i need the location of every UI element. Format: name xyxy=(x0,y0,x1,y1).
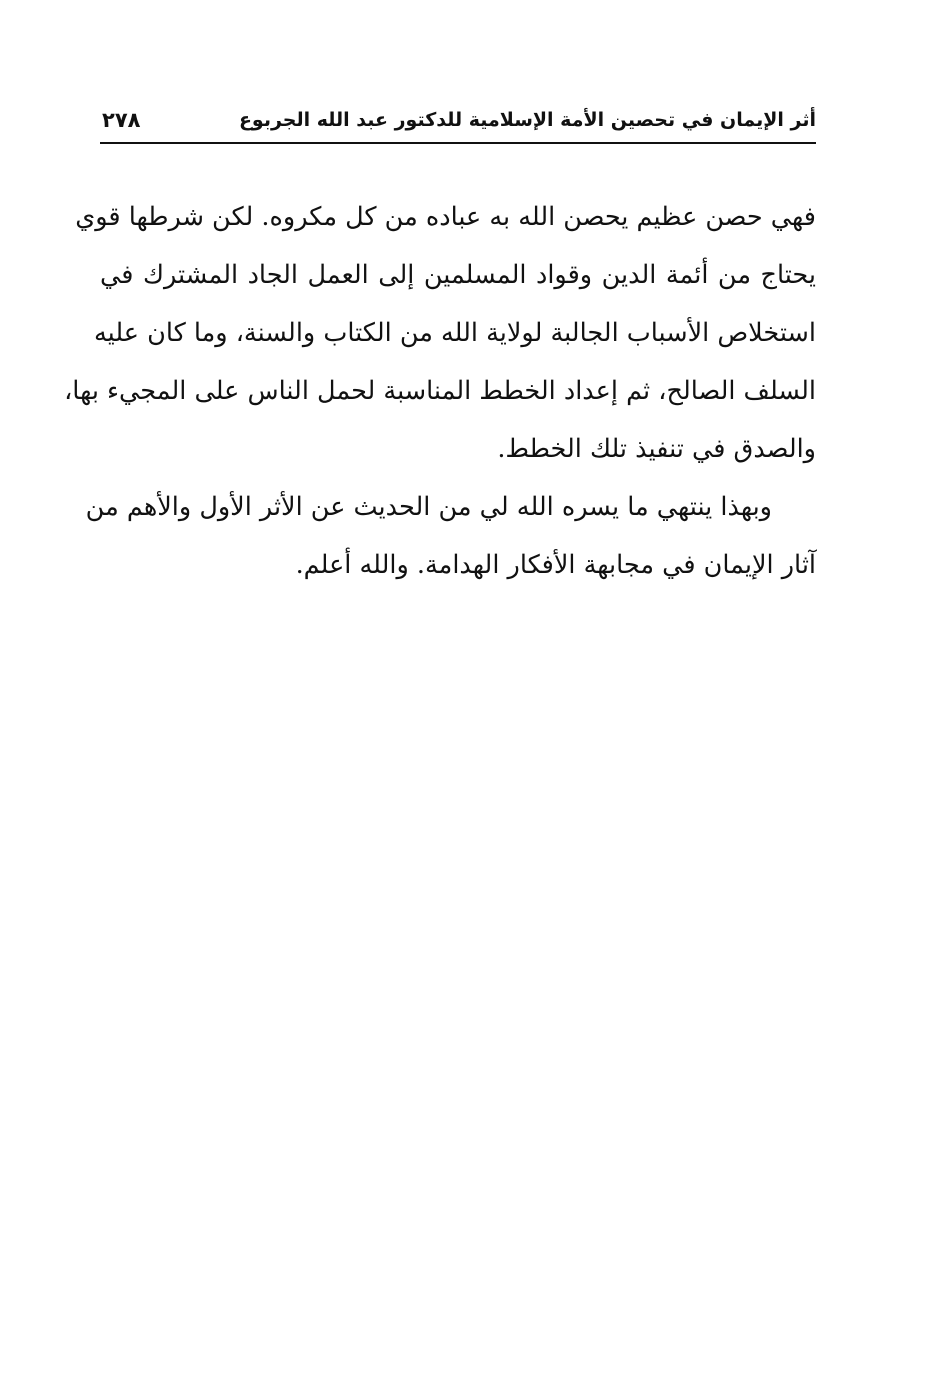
text-line: السلف الصالح، ثم إعداد الخطط المناسبة لحمل الناس على المجيء بها، xyxy=(64,376,816,406)
text-line: والصدق في تنفيذ تلك الخطط. xyxy=(497,434,816,464)
running-header xyxy=(100,104,816,144)
text-line: آثار الإيمان في مجابهة الأفكار الهدامة. والله أعلم. xyxy=(295,550,816,580)
text-line: استخلاص الأسباب الجالبة لولاية الله من الكتاب والسنة، وما كان عليه xyxy=(93,318,816,348)
text-line: وبهذا ينتهي ما يسره الله لي من الحديث عن الأثر الأول والأهم من xyxy=(85,492,772,522)
page-number: ٢٧٨ xyxy=(102,108,141,132)
paragraph xyxy=(85,478,816,594)
header-title: أثر الإيمان في تحصين الأمة الإسلامية للدكتور عبد الله الجربوع xyxy=(238,109,816,131)
paragraph xyxy=(64,188,816,478)
body-text xyxy=(64,188,816,594)
text-line: يحتاج من أئمة الدين وقواد المسلمين إلى العمل الجاد المشترك في xyxy=(100,260,816,290)
text-line: فهي حصن عظيم يحصن الله به عباده من كل مكروه. لكن شرطها قوي xyxy=(75,202,816,232)
